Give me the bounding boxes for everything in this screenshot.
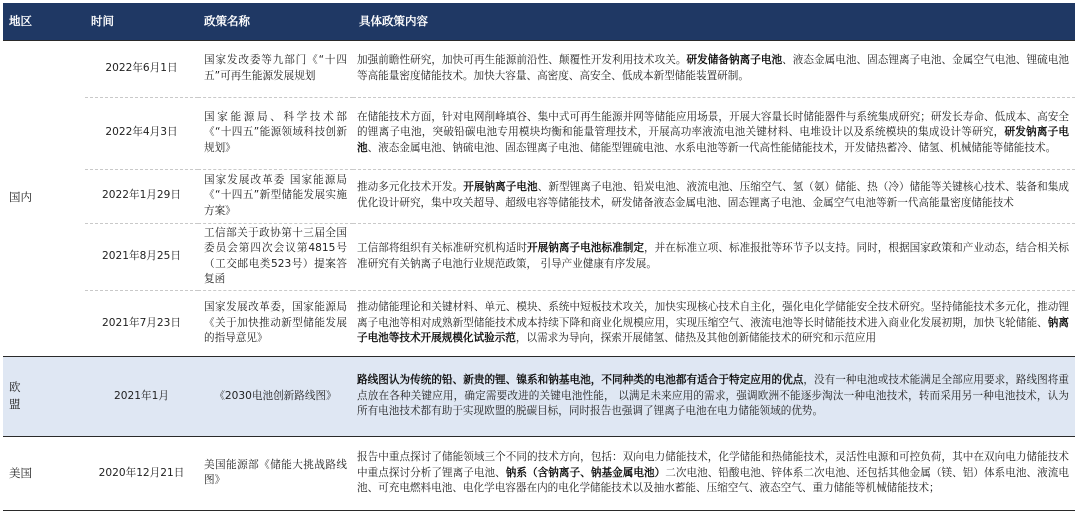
row-policy-name: 国家发改委等九部门《“十四五”可再生能源发展规划 — [198, 40, 353, 97]
row-policy-content — [353, 169, 1075, 223]
row-policy-name: 工信部关于政协第十三届全国委员会第四次会议第4815号（工交邮电类523号）提案答复函 — [198, 223, 353, 290]
policy-text: 、液态金属电池、钠硫电池、固态锂离子电池、储能型锂硫电池、水系电池等新一代高性能储能技术，开发储热蓄冷、储氢、机械储能等储能技术。 — [367, 141, 1057, 154]
row-time: 2021年1月 — [85, 356, 198, 436]
row-policy-content — [353, 97, 1075, 169]
policy-highlight: 研发钠离子电池 — [357, 126, 1070, 154]
policy-highlight: 钠离子电池等技术开展规模化试验示范 — [357, 316, 1070, 345]
policy-text: ，以需求为导向，探索开展储氢、储热及其他创新储能技术的研究和示范应用 — [515, 332, 877, 345]
table-row — [3, 223, 1075, 290]
row-time: 2022年1月29日 — [85, 169, 198, 223]
policy-table — [3, 3, 1075, 511]
table-row — [3, 169, 1075, 223]
policy-text: 报告中重点探讨了储能领域三个不同的技术方向，包括：双向电力储能技术，化学储能和热储能技术，灵活性电源和可控负荷，其中在双向电力储能技术中重点探讨分析了锂离子电池、 — [357, 450, 1069, 479]
policy-highlight: 开展钠离子电池标准制定 — [527, 242, 644, 255]
policy-text: 在储能技术方面，针对电网削峰填谷、集中式可再生能源并网等储能应用场景，开展大容量长时储能器件与系统集成研究；研发长寿命、低成本、高安全的锂离子电池，突破铅碳电池专用模块均衡和能量管理技术，开展高功率液流电池关键材料、电堆设计以及系统模块的集成设计等研究， — [357, 110, 1069, 139]
header-time: 时间 — [91, 14, 114, 29]
row-policy-content — [353, 223, 1075, 290]
table-row — [3, 290, 1075, 356]
policy-text: ，没有一种电池或技术能满足全部应用要求，路线图将重点放在各种关键应用，确定需要改进的关键电池性能， 以满足未来应用的需求，强调欧洲不能逐步淘汰一种电池技术，转而采用另一种电池技术，认为所有电池技术都有助于实现欧盟的脱碳目标，同时报告也强调了锂离子电池在电力储能领域的优势。 — [357, 373, 1070, 418]
row-policy-content — [353, 436, 1075, 510]
table-header-row — [3, 3, 1075, 40]
region-europe: 欧 盟 — [3, 356, 85, 436]
region-usa: 美国 — [3, 436, 85, 510]
row-time: 2022年4月3日 — [85, 97, 198, 169]
policy-highlight: 开展钠离子电池 — [463, 181, 538, 194]
policy-text: 、新型锂离子电池、铅炭电池、液流电池、压缩空气、氢（氨）储能、热（冷）储能等关键核心技术、装备和集成优化设计研究，集中攻关超导、超级电容等储能技术，研发储备液态金属电池、固态锂离子电池、金属空气电池等新一代高能量密度储能技术 — [357, 181, 1070, 209]
header-region: 地区 — [9, 14, 32, 29]
row-policy-name: 《2030电池创新路线图》 — [198, 356, 353, 436]
row-policy-name: 美国能源部《储能大挑战路线图》 — [198, 436, 353, 510]
policy-text: 推动多元化技术开发。 — [357, 181, 464, 194]
table-row — [3, 40, 1075, 97]
header-content: 具体政策内容 — [359, 14, 428, 29]
header-name: 政策名称 — [204, 14, 250, 29]
policy-highlight: 路线图认为传统的铅、新贵的锂、镍系和钠基电池，不同种类的电池都有适合于特定应用的优点 — [357, 373, 804, 386]
policy-text: 工信部将组织有关标准研究机构适时 — [357, 242, 528, 255]
policy-text: ，并在标准立项、标准报批等环节予以支持。同时，根据国家政策和产业动态，结合相关标准研究有关钠离子电池行业规范政策， 引导产业健康有序发展。 — [357, 242, 1070, 270]
row-policy-content — [353, 290, 1075, 356]
row-time: 2022年6月1日 — [85, 40, 198, 97]
policy-text: 推动储能理论和关键材料、单元、模块、系统中短板技术攻关，加快实现核心技术自主化，强化电化学储能安全技术研究。坚持储能技术多元化，推动锂离子电池等相对成熟新型储能技术成本持续下降和商业化规模应用，实现压缩空气、液流电池等长时储能技术进入商业化发展初期，加快飞轮储能、 — [357, 300, 1069, 329]
row-time: 2021年8月25日 — [85, 223, 198, 290]
table-row — [3, 356, 1075, 436]
row-policy-content — [353, 40, 1075, 97]
policy-text: 二次电池、铅酸电池、锌体系二次电池、还包括其他金属（镁、铝）体系电池、液流电池、可充电燃料电池、电化学电容器在内的电化学储能技术以及抽水蓄能、压缩空气、液态空气、重力储能等机械储能技术； — [357, 466, 1070, 495]
row-policy-name: 国家发展改革委 国家能源局《“十四五”新型储能发展实施方案》 — [198, 169, 353, 223]
policy-text: 加强前瞻性研究，加快可再生能源前沿性、颠覆性开发利用技术攻关。 — [357, 53, 687, 66]
policy-highlight: 研发储备钠离子电池 — [686, 53, 783, 66]
region-domestic: 国内 — [3, 40, 85, 356]
table-row — [3, 97, 1075, 169]
row-policy-name: 国家发展改革委，国家能源局《关于加快推动新型储能发展的指导意见》 — [198, 290, 353, 356]
table-row — [3, 436, 1075, 510]
row-time: 2021年7月23日 — [85, 290, 198, 356]
row-time: 2020年12月21日 — [85, 436, 198, 510]
row-policy-name: 国家能源局、科学技术部《“十四五”能源领域科技创新规划》 — [198, 97, 353, 169]
policy-highlight: 钠系（含钠离子、钠基金属电池） — [505, 466, 666, 479]
row-policy-content — [353, 356, 1075, 436]
policy-text: 、液态金属电池、固态锂离子电池、金属空气电池、锂硫电池等高能量密度储能技术。加快大容量、高密度、高安全、低成本新型储能装置研制。 — [357, 53, 1070, 82]
